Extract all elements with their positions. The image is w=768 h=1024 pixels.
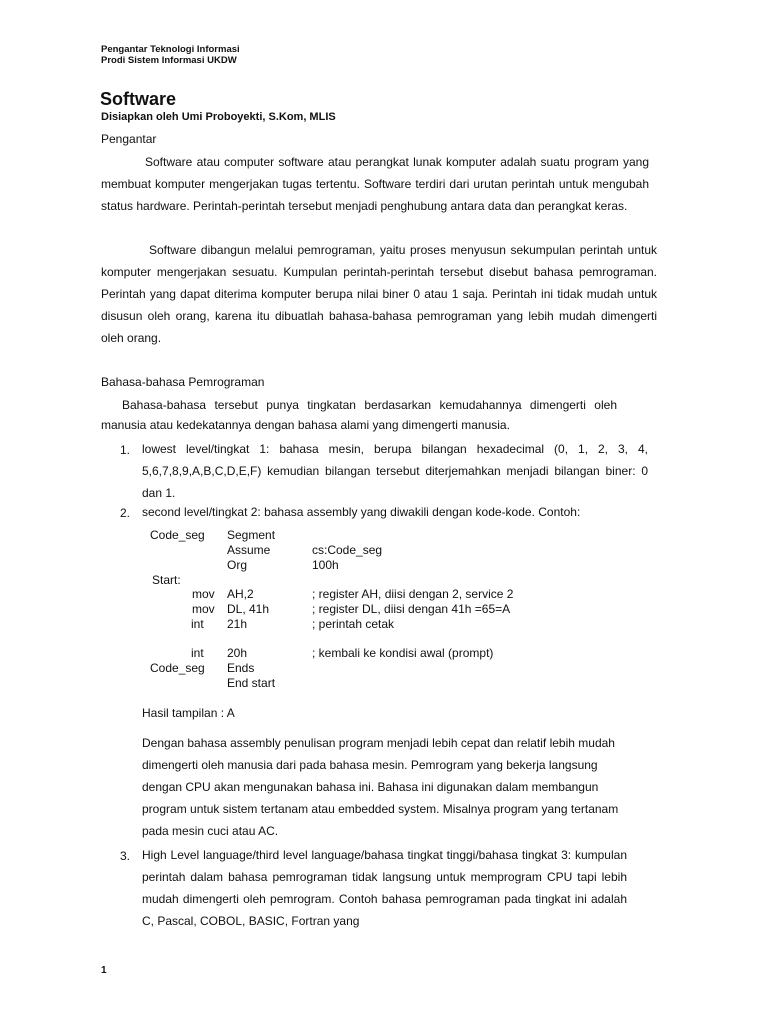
result-line: Hasil tampilan : A bbox=[142, 706, 235, 720]
author-line: Disiapkan oleh Umi Proboyekti, S.Kom, MLIS bbox=[101, 111, 336, 123]
code-comment: ; register AH, diisi dengan 2, service 2 bbox=[312, 587, 514, 601]
code-label: int bbox=[191, 617, 204, 631]
intro-paragraph-2-text: Software dibangun melalui pemrograman, yaitu proses menyusun sekumpulan perintah untuk komputer mengerjakan sesuatu. Kumpulan perintah-perintah tersebut disebut bahasa pemrograman. Perintah yang dapat diterima komputer berupa nilai biner 0 atau 1 saja. Perintah ini tidak mudah untuk disusun oleh orang, karena itu dibuatlah bahasa-bahasa pemrograman yang lebih mudah dimengerti oleh orang. bbox=[101, 243, 657, 345]
code-op: 21h bbox=[227, 617, 248, 631]
code-label: mov bbox=[192, 587, 215, 601]
code-op: DL, 41h bbox=[227, 602, 270, 616]
list-item-1: lowest level/tingkat 1: bahasa mesin, berupa bilangan hexadecimal (0, 1, 2, 3, 4, 5,6,7,8,9,A,B,C,D,E,F) kemudian bilangan tersebut diterjemahkan menjadi bilangan biner: 0 dan 1. bbox=[142, 442, 648, 500]
code-comment: ; perintah cetak bbox=[312, 617, 395, 631]
section-heading-pengantar: Pengantar bbox=[101, 132, 157, 146]
intro-paragraph-1 bbox=[101, 151, 649, 217]
header-course: Pengantar Teknologi Informasi bbox=[101, 44, 240, 55]
languages-paragraph bbox=[101, 395, 617, 435]
code-op: End start bbox=[227, 676, 276, 690]
code-op: Ends bbox=[227, 661, 255, 675]
assembly-code-block bbox=[0, 528, 768, 698]
code-label: mov bbox=[192, 602, 215, 616]
code-comment: ; kembali ke kondisi awal (prompt) bbox=[312, 646, 494, 660]
code-label: int bbox=[191, 646, 204, 660]
code-op: Assume bbox=[227, 543, 271, 557]
code-arg: cs:Code_seg bbox=[312, 543, 383, 557]
list-number-1: 1. bbox=[120, 443, 131, 457]
code-label: Start: bbox=[152, 573, 181, 587]
code-label: Code_seg bbox=[150, 528, 205, 542]
languages-paragraph-text: Bahasa-bahasa tersebut punya tingkatan berdasarkan kemudahannya dimengerti oleh manusia atau kedekatannya dengan bahasa alami yang dimengerti manusia. bbox=[101, 398, 617, 432]
list-item-3: High Level language/third level language/bahasa tingkat tinggi/bahasa tingkat 3: kumpulan perintah dalam bahasa pemrograman tidak langsung untuk memprogram CPU tapi lebih mudah dimengerti oleh pemrogram. Contoh bahasa pemrograman pada tingkat ini adalah C, Pascal, COBOL, BASIC, Fortran yang bbox=[142, 848, 627, 928]
list-item-2: second level/tingkat 2: bahasa assembly yang diwakili dengan kode-kode. Contoh: bbox=[142, 505, 581, 519]
intro-paragraph-2 bbox=[101, 239, 657, 349]
code-comment: ; register DL, diisi dengan 41h =65=A bbox=[312, 602, 511, 616]
code-arg: 100h bbox=[312, 558, 339, 572]
list-number-2: 2. bbox=[120, 506, 131, 520]
header-program: Prodi Sistem Informasi UKDW bbox=[101, 55, 237, 66]
code-label: Code_seg bbox=[150, 661, 205, 675]
intro-paragraph-1-text: Software atau computer software atau perangkat lunak komputer adalah suatu program yang membuat komputer mengerjakan tugas tertentu. Software terdiri dari urutan perintah untuk mengubah status hardware. Perintah-perintah tersebut menjadi penghubung antara data dan perangkat keras. bbox=[101, 155, 649, 213]
code-op: AH,2 bbox=[227, 587, 254, 601]
list-number-3: 3. bbox=[120, 849, 131, 863]
page-number: 1 bbox=[101, 965, 107, 976]
assembly-paragraph: Dengan bahasa assembly penulisan program menjadi lebih cepat dan relatif lebih mudah dimengerti oleh manusia dari pada bahasa mesin. Pemrogram yang bekerja langsung dengan CPU akan mengunakan bahasa ini. Bahasa ini digunakan dalam membangun program untuk sistem tertanam atau embedded system. Misalnya program yang tertanam pada mesin cuci atau AC. bbox=[142, 736, 619, 838]
code-op: 20h bbox=[227, 646, 248, 660]
code-op: Segment bbox=[227, 528, 276, 542]
code-op: Org bbox=[227, 558, 248, 572]
section-heading-bahasa: Bahasa-bahasa Pemrograman bbox=[101, 375, 265, 389]
document-title: Software bbox=[100, 89, 177, 109]
